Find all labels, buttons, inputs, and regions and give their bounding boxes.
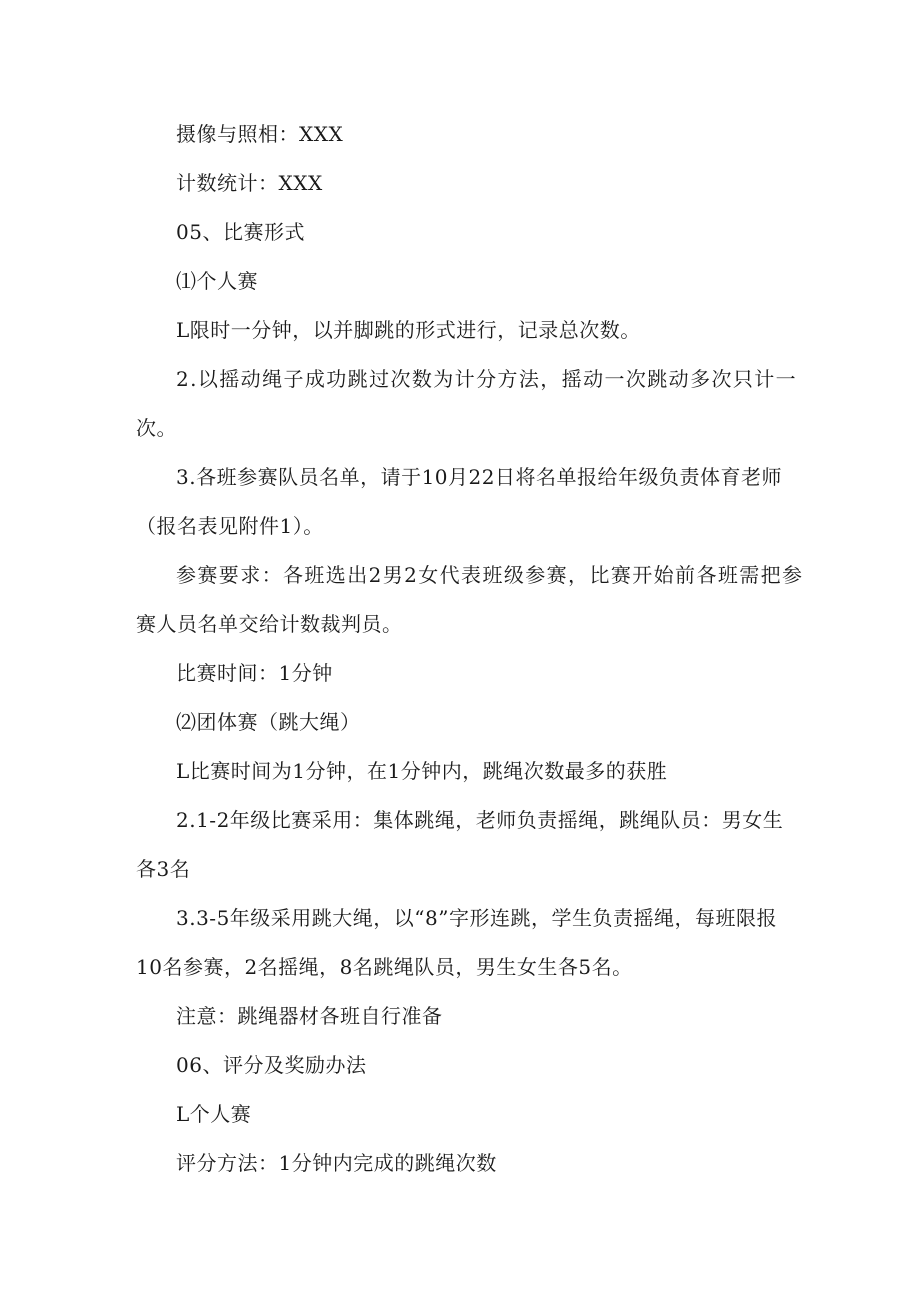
section-06-heading: 06、评分及奖励办法 <box>176 1053 367 1077</box>
entry-requirements: 参赛要求：各班选出2男2女代表班级参赛，比赛开始前各班需把参 <box>176 563 804 587</box>
individual-rule-1: L限时一分钟，以并脚跳的形式进行，记录总次数。 <box>176 318 641 342</box>
individual-rule-2: 2.以摇动绳子成功跳过次数为计分方法，摇动一次跳动多次只计一 <box>176 367 798 391</box>
counting-staff-line: 计数统计：XXX <box>176 171 323 195</box>
scoring-individual-heading: L个人赛 <box>176 1102 252 1126</box>
team-rule-3-cont: 10名参赛，2名摇绳，8名跳绳队员，男生女生各5名。 <box>136 955 633 979</box>
team-event-heading: ⑵团体赛（跳大绳） <box>176 710 361 734</box>
team-rule-2: 2.1-2年级比赛采用：集体跳绳，老师负责摇绳，跳绳队员：男女生 <box>176 808 784 832</box>
equipment-note: 注意：跳绳器材各班自行准备 <box>176 1004 443 1028</box>
entry-requirements-cont: 赛人员名单交给计数裁判员。 <box>136 612 403 636</box>
team-rule-2-cont: 各3名 <box>136 857 191 881</box>
individual-rule-3: 3.各班参赛队员名单，请于10月22日将名单报给年级负责体育老师 <box>176 465 782 489</box>
individual-rule-3-cont: （报名表见附件1）。 <box>136 514 324 538</box>
individual-event-heading: ⑴个人赛 <box>176 269 258 293</box>
match-time: 比赛时间：1分钟 <box>176 661 333 685</box>
section-05-heading: 05、比赛形式 <box>176 220 305 244</box>
team-rule-1: L比赛时间为1分钟，在1分钟内，跳绳次数最多的获胜 <box>176 759 668 783</box>
individual-rule-2-cont: 次。 <box>136 416 177 440</box>
photography-staff-line: 摄像与照相：XXX <box>176 122 344 146</box>
scoring-method: 评分方法：1分钟内完成的跳绳次数 <box>176 1151 497 1175</box>
team-rule-3: 3.3-5年级采用跳大绳，以“8”字形连跳，学生负责摇绳，每班限报 <box>176 906 777 930</box>
